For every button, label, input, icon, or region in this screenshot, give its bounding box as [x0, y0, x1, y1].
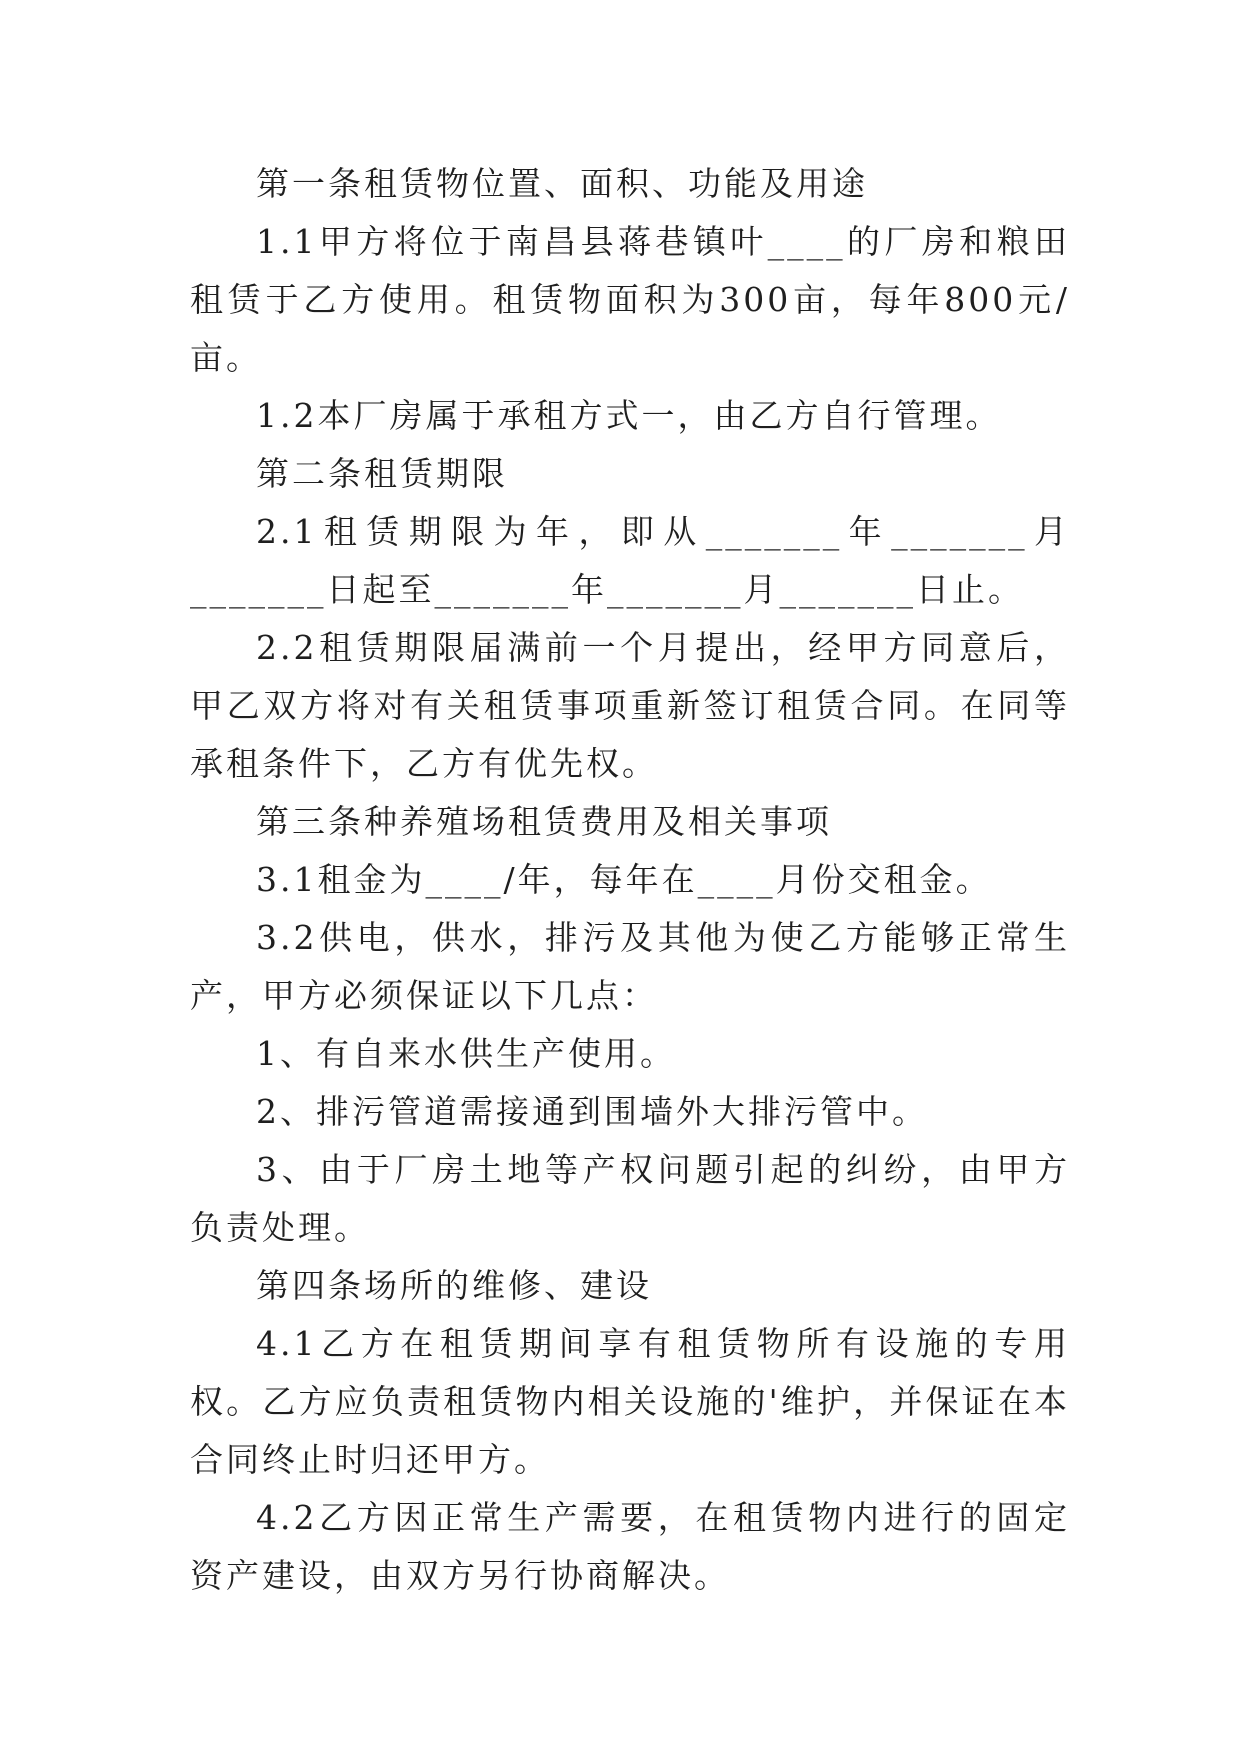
clause-4-2: 4.2乙方因正常生产需要，在租赁物内进行的固定资产建设，由双方另行协商解决。: [190, 1498, 1070, 1595]
list-item-1: 1、有自来水供生产使用。: [256, 1034, 676, 1073]
article-1-heading: 第一条租赁物位置、面积、功能及用途: [256, 164, 868, 203]
article-2-heading: 第二条租赁期限: [256, 454, 508, 493]
clause-3-1: 3.1租金为____/年，每年在____月份交租金。: [256, 860, 992, 899]
document-body: [190, 155, 1070, 1605]
list-item-3: 3、由于厂房土地等产权问题引起的纠纷，由甲方负责处理。: [190, 1150, 1070, 1247]
list-item-2: 2、排污管道需接通到围墙外大排污管中。: [256, 1092, 928, 1131]
article-4-heading: 第四条场所的维修、建设: [256, 1266, 652, 1305]
article-3-heading: 第三条种养殖场租赁费用及相关事项: [256, 802, 832, 841]
clause-2-1: 2.1租赁期限为年，即从_______年_______月_______日起至_______年_______月_______日止。: [190, 512, 1070, 609]
clause-3-2: 3.2供电，供水，排污及其他为使乙方能够正常生产，甲方必须保证以下几点：: [190, 918, 1070, 1015]
clause-4-1: 4.1乙方在租赁期间享有租赁物所有设施的专用权。乙方应负责租赁物内相关设施的'维护，并保证在本合同终止时归还甲方。: [190, 1324, 1070, 1479]
clause-1-2: 1.2本厂房属于承租方式一，由乙方自行管理。: [256, 396, 1002, 435]
clause-1-1: 1.1甲方将位于南昌县蒋巷镇叶____的厂房和粮田租赁于乙方使用。租赁物面积为300亩，每年800元/亩。: [190, 222, 1070, 377]
clause-2-2: 2.2租赁期限届满前一个月提出，经甲方同意后，甲乙双方将对有关租赁事项重新签订租赁合同。在同等承租条件下，乙方有优先权。: [190, 628, 1070, 783]
